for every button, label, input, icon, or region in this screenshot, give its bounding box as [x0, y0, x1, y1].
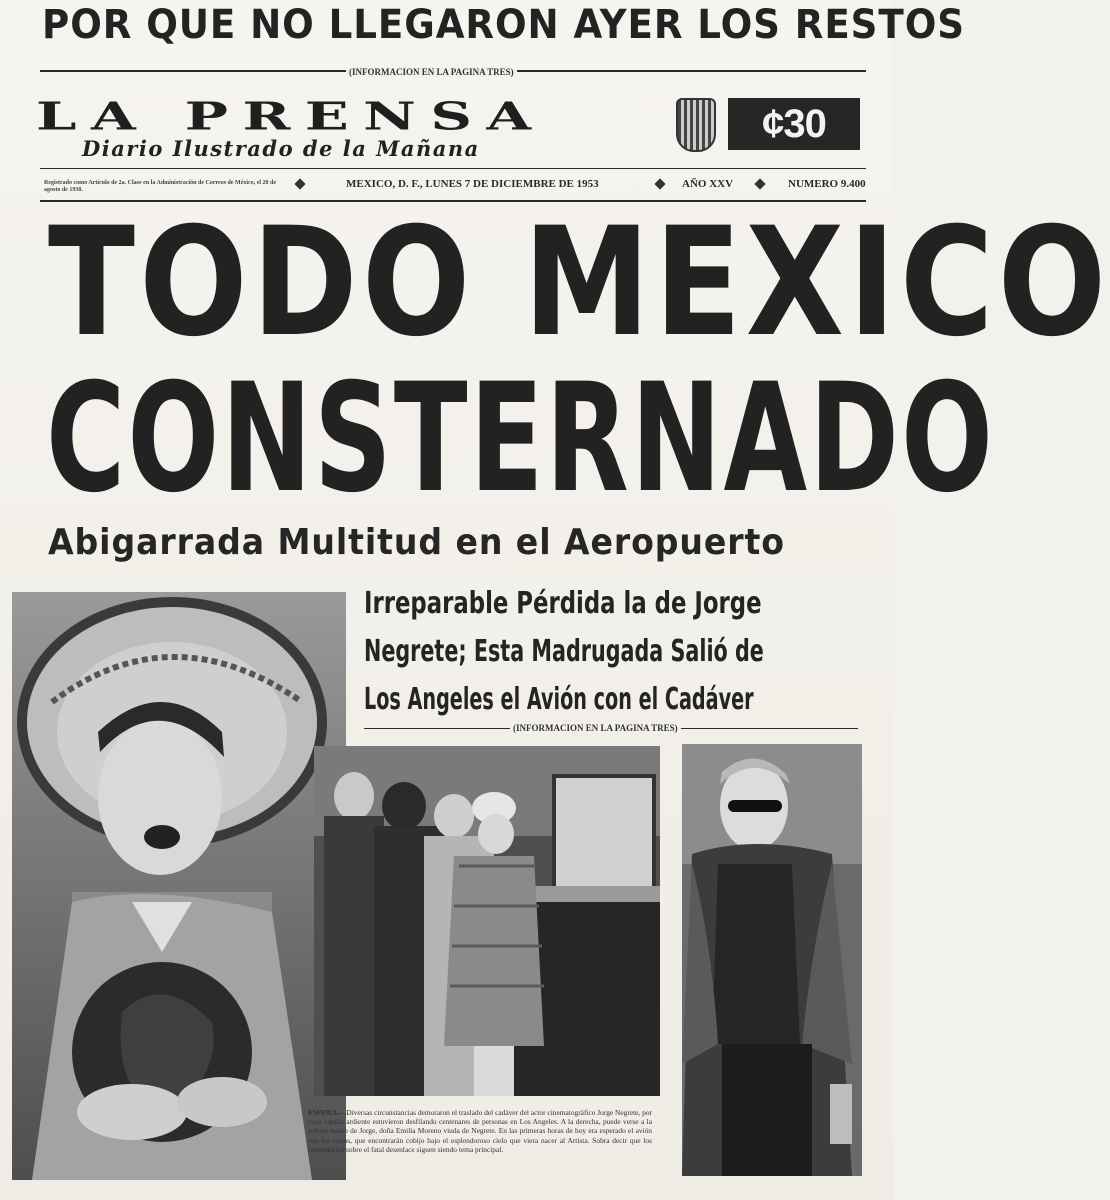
- diamond-icon: [654, 178, 665, 189]
- divider: [40, 168, 866, 169]
- diamond-icon: [754, 178, 765, 189]
- mother-illustration: [682, 744, 862, 1176]
- masthead-title: LA PRENSA: [36, 94, 546, 139]
- issue-number: NUMERO 9.400: [788, 178, 866, 190]
- caption-lead: ESPERA.: [308, 1108, 340, 1117]
- photo-caption: [308, 1108, 652, 1154]
- dateline: MEXICO, D. F., LUNES 7 DE DICIEMBRE DE 1953: [346, 178, 599, 190]
- kicker-headline: POR QUE NO LLEGARON AYER LOS RESTOS: [42, 2, 965, 48]
- coat-of-arms-icon: [676, 98, 716, 152]
- photo-mourners-casket: [314, 746, 660, 1096]
- masthead-tagline: Diario Ilustrado de la Mañana: [82, 136, 480, 161]
- deck-line-3: Los Angeles el Avión con el Cadáver: [364, 682, 754, 717]
- mourners-illustration: [314, 746, 660, 1096]
- deck-line-1: Irreparable Pérdida la de Jorge: [364, 586, 762, 621]
- deck-line-2: Negrete; Esta Madrugada Salió de: [364, 634, 764, 669]
- year-label: AÑO XXV: [682, 178, 734, 190]
- caption-body: —Diversas circunstancias demoraron el traslado del cadáver del actor cinematográfico Jorge Negrete, por cuya capilla ardiente estuvieron desfilando centenares de personas en Los Angeles. A la derecha, puede verse a la señora madre de Jorge, doña Emilia Moreno viuda de Negrete. En las primeras horas de hoy era esperado el avión con los restos, que encontrarán cobijo bajo el esplendoroso cielo que viera nacer al Artista. Sobra decir que los comentarios sobre el fatal desenlace siguen siendo tema principal.: [308, 1108, 652, 1154]
- subheadline: Abigarrada Multitud en el Aeropuerto: [48, 522, 785, 563]
- price-badge: ¢30: [728, 98, 860, 150]
- photo-mother: [682, 744, 862, 1176]
- singer-illustration: [12, 592, 346, 1180]
- diamond-icon: [294, 178, 305, 189]
- kicker-note: (INFORMACION EN LA PAGINA TRES): [346, 67, 517, 77]
- registration-note: Registrado como Artículo de 2a. Clase en la Administración de Correos de México, el 20 de agosto de 1930.: [44, 180, 277, 193]
- deck-note: (INFORMACION EN LA PAGINA TRES): [510, 723, 681, 733]
- main-headline-line2: CONSTERNADO: [46, 352, 996, 526]
- main-headline-line1: TODO MEXICO: [48, 196, 1110, 370]
- photo-singer: [12, 592, 346, 1180]
